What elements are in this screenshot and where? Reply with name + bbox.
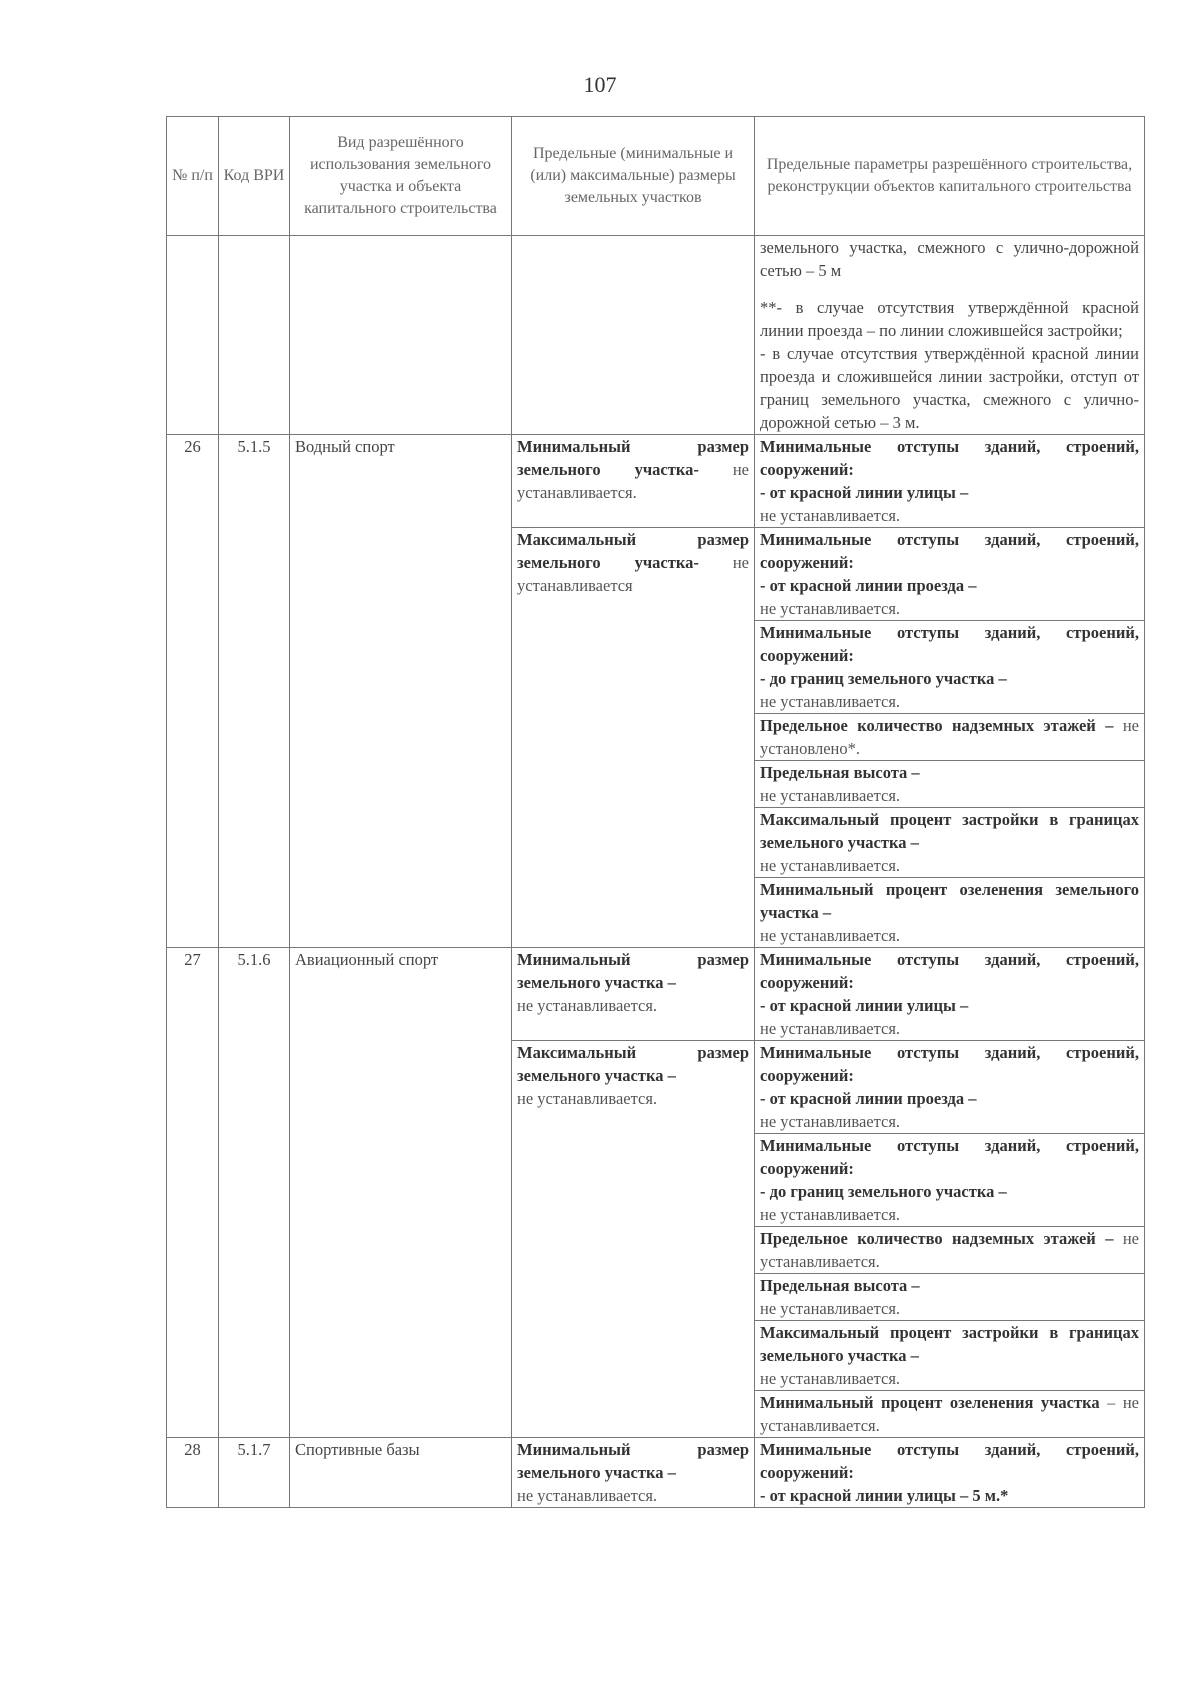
cell-param [755, 948, 1145, 1041]
param-value: не устанавливается. [760, 1369, 901, 1388]
size-min-label: Минимальный размер земельного участка – [517, 950, 749, 992]
size-min-value: не устанавливается. [517, 996, 658, 1015]
param-sub-label: - от красной линии проезда – [760, 1089, 977, 1108]
cell-params-continuation [755, 236, 1145, 435]
table-row [167, 1438, 1145, 1508]
header-code: Код ВРИ [219, 117, 290, 236]
param-value: не устанавливается. [760, 1019, 901, 1038]
param-label: Минимальные отступы зданий, строений, сооружений: [760, 1043, 1139, 1085]
table-row [167, 948, 1145, 1041]
cell-param [755, 435, 1145, 528]
cell-name [290, 236, 512, 435]
header-params: Предельные параметры разрешённого строительства, реконструкции объектов капитального строительства [755, 117, 1145, 236]
param-value: не устанавливается. [760, 599, 901, 618]
param-label: Минимальные отступы зданий, строений, сооружений: [760, 1136, 1139, 1178]
cell-param [755, 808, 1145, 878]
table-row [167, 435, 1145, 528]
param-value: – не устанавливается. [760, 1393, 1139, 1435]
param-label: Предельная высота – [760, 763, 920, 782]
param-sub-label: - от красной линии улицы – [760, 996, 969, 1015]
param-value: не устанавливается. [760, 692, 901, 711]
param-value: не устанавливается. [760, 856, 901, 875]
param-label: Минимальные отступы зданий, строений, сооружений: [760, 1440, 1139, 1482]
param-label: Минимальные отступы зданий, строений, сооружений: [760, 437, 1139, 479]
param-sub-label: - от красной линии улицы – 5 м.* [760, 1486, 1009, 1505]
cell-num: 26 [167, 435, 219, 948]
table-header-row [167, 117, 1145, 236]
cell-size-min [512, 948, 755, 1041]
size-max-label: Максимальный размер земельного участка- [517, 530, 749, 572]
size-min-label: Минимальный размер земельного участка – [517, 1440, 749, 1482]
header-use-kind: Вид разрешённого использования земельного участка и объекта капитального строительства [290, 117, 512, 236]
cell-param [755, 1391, 1145, 1438]
param-value: не устанавливается. [760, 506, 901, 525]
size-min-value: не устанавливается. [517, 460, 750, 502]
size-min-value: не устанавливается. [517, 1486, 658, 1505]
header-num: № п/п [167, 117, 219, 236]
cell-num [167, 236, 219, 435]
cell-param [755, 528, 1145, 621]
cell-sizes [512, 236, 755, 435]
cell-param [755, 1274, 1145, 1321]
param-sub-label: - от красной линии проезда – [760, 576, 977, 595]
cell-param [755, 878, 1145, 948]
param-label: Минимальные отступы зданий, строений, сооружений: [760, 950, 1139, 992]
size-min-label: Минимальный размер земельного участка- [517, 437, 749, 479]
continuation-text-2: **- в случае отсутствия утверждённой красной линии проезда – по линии сложившейся застройки; [760, 298, 1139, 340]
cell-param [755, 1134, 1145, 1227]
cell-size-min [512, 435, 755, 528]
param-label: Минимальный процент озеленения участка [760, 1393, 1100, 1412]
param-value: не установлено*. [760, 716, 1139, 758]
param-sub-label: - от красной линии улицы – [760, 483, 969, 502]
param-label: Предельное количество надземных этажей – [760, 716, 1114, 735]
size-max-value: не устанавливается [517, 553, 750, 595]
param-value: не устанавливается. [760, 786, 901, 805]
cell-code: 5.1.7 [219, 1438, 290, 1508]
cell-num: 28 [167, 1438, 219, 1508]
table-row-continuation [167, 236, 1145, 435]
cell-name: Авиационный спорт [290, 948, 512, 1438]
cell-size-min [512, 1438, 755, 1508]
cell-num: 27 [167, 948, 219, 1438]
param-label: Предельная высота – [760, 1276, 920, 1295]
cell-param [755, 1227, 1145, 1274]
param-sub-label: - до границ земельного участка – [760, 1182, 1007, 1201]
param-label: Предельное количество надземных этажей – [760, 1229, 1114, 1248]
cell-name: Спортивные базы [290, 1438, 512, 1508]
continuation-text-3: - в случае отсутствия утверждённой красной линии проезда и сложившейся линии застройки, отступ от границ земельного участка, смежного с улично-дорожной сетью – 3 м. [760, 344, 1139, 432]
cell-size-max [512, 1041, 755, 1438]
param-value: не устанавливается. [760, 926, 901, 945]
cell-code: 5.1.6 [219, 948, 290, 1438]
param-value: не устанавливается. [760, 1205, 901, 1224]
cell-param [755, 761, 1145, 808]
cell-name: Водный спорт [290, 435, 512, 948]
header-sizes: Предельные (минимальные и (или) максимальные) размеры земельных участков [512, 117, 755, 236]
page-number: 107 [583, 72, 617, 97]
cell-code: 5.1.5 [219, 435, 290, 948]
param-label: Минимальные отступы зданий, строений, сооружений: [760, 623, 1139, 665]
cell-param [755, 1321, 1145, 1391]
param-value: не устанавливается. [760, 1112, 901, 1131]
cell-code [219, 236, 290, 435]
cell-param [755, 621, 1145, 714]
param-label: Максимальный процент застройки в границах земельного участка – [760, 810, 1139, 852]
cell-param [755, 1041, 1145, 1134]
param-value: не устанавливается. [760, 1299, 901, 1318]
cell-param [755, 1438, 1145, 1508]
size-max-value: не устанавливается. [517, 1089, 658, 1108]
size-max-label: Максимальный размер земельного участка – [517, 1043, 749, 1085]
cell-size-max [512, 528, 755, 948]
param-label: Минимальный процент озеленения земельного участка – [760, 880, 1139, 922]
param-sub-label: - до границ земельного участка – [760, 669, 1007, 688]
param-label: Минимальные отступы зданий, строений, сооружений: [760, 530, 1139, 572]
continuation-text-1: земельного участка, смежного с улично-дорожной сетью – 5 м [760, 238, 1139, 280]
param-value: не устанавливается. [760, 1229, 1139, 1271]
cell-param [755, 714, 1145, 761]
param-label: Максимальный процент застройки в границах земельного участка – [760, 1323, 1139, 1365]
regulations-table [166, 116, 1145, 1508]
